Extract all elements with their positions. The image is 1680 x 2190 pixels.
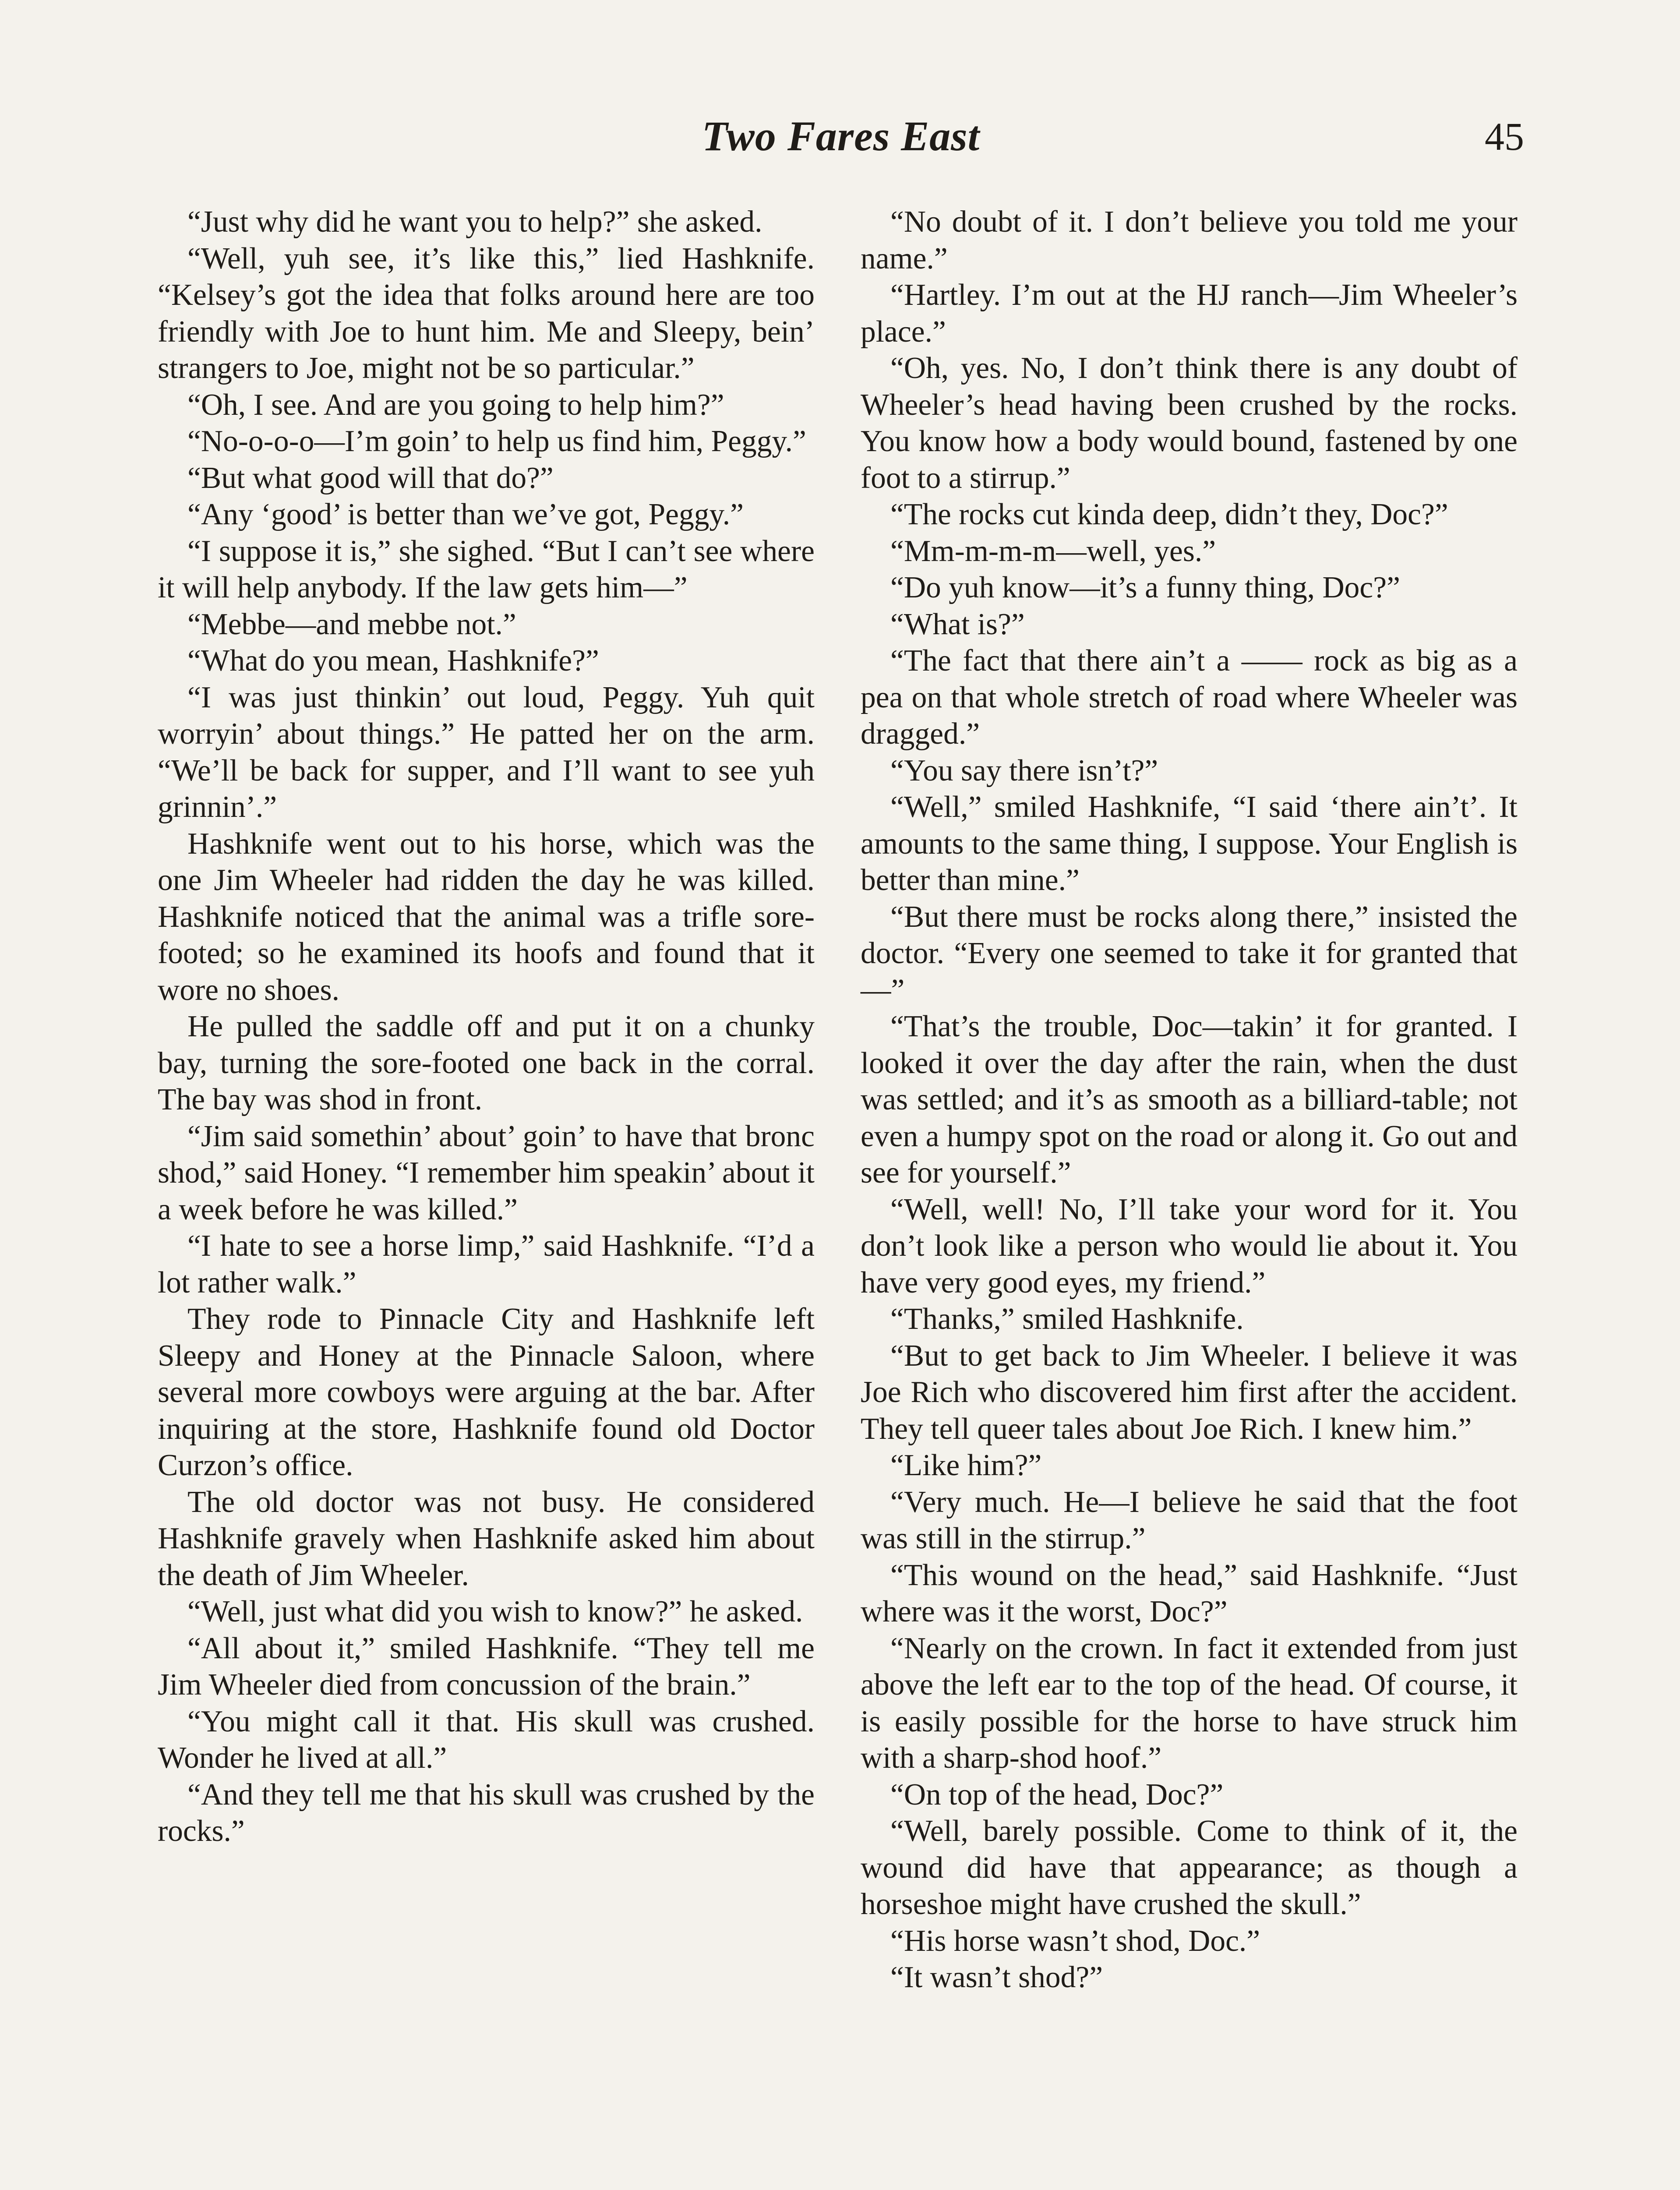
paragraph: “Well, barely possible. Come to think of it, the wound did have that appearance; as though a horseshoe might have crushed the skull.”	[861, 1814, 1518, 1921]
paragraph: “It wasn’t shod?”	[890, 1960, 1103, 1994]
paragraph: “You might call it that. His skull was crushed. Wonder he lived at all.”	[158, 1704, 815, 1775]
paragraph: “Hartley. I’m out at the HJ ranch—Jim Wheeler’s place.”	[861, 278, 1518, 349]
paragraph: “Jim said somethin’ about’ goin’ to have that bronc shod,” said Honey. “I remember him speakin’ about it a week before he was killed.”	[158, 1119, 815, 1226]
paragraph: “The fact that there ain’t a —— rock as big as a pea on that whole stretch of road where Wheeler was dragged.”	[861, 644, 1518, 751]
paragraph: He pulled the saddle off and put it on a chunky bay, turning the sore-footed one back in the corral. The bay was shod in front.	[158, 1010, 815, 1116]
paragraph: “Well,” smiled Hashknife, “I said ‘there ain’t’. It amounts to the same thing, I suppose. Your English is better than mine.”	[861, 790, 1518, 897]
running-title: Two Fares East	[702, 113, 980, 159]
paragraph: “Nearly on the crown. In fact it extended from just above the left ear to the top of the head. Of course, it is easily possible for the horse to have struck him with a sharp-shod hoof.”	[861, 1631, 1518, 1775]
left-column	[158, 204, 815, 1850]
paragraph: “You say there isn’t?”	[890, 753, 1158, 788]
paragraph: “And they tell me that his skull was crushed by the rocks.”	[158, 1777, 815, 1848]
paragraph: “I hate to see a horse limp,” said Hashknife. “I’d a lot rather walk.”	[158, 1229, 815, 1300]
paragraph: “But there must be rocks along there,” insisted the doctor. “Every one seemed to take it for granted that—”	[861, 900, 1518, 1007]
paragraph: “But to get back to Jim Wheeler. I believe it was Joe Rich who discovered him first after the accident. They tell queer tales about Joe Rich. I knew him.”	[861, 1339, 1518, 1446]
paragraph: Hashknife went out to his horse, which was the one Jim Wheeler had ridden the day he was killed. Hashknife noticed that the animal was a trifle sore-footed; so he examined its hoofs and found that it wore no shoes.	[158, 827, 815, 1007]
paragraph: “The rocks cut kinda deep, didn’t they, Doc?”	[890, 498, 1448, 531]
paragraph: “Well, just what did you wish to know?” he asked.	[187, 1595, 803, 1628]
paragraph: “Very much. He—I believe he said that the foot was still in the stirrup.”	[861, 1485, 1518, 1555]
paragraph: “This wound on the head,” said Hashknife. “Just where was it the worst, Doc?”	[861, 1558, 1518, 1628]
paragraph: “All about it,” smiled Hashknife. “They tell me Jim Wheeler died from concussion of the brain.”	[158, 1631, 815, 1702]
paragraph: “What do you mean, Hashknife?”	[187, 644, 599, 678]
right-column	[861, 204, 1518, 1996]
paragraph: “His horse wasn’t shod, Doc.”	[890, 1924, 1260, 1958]
paragraph: “No doubt of it. I don’t believe you told me your name.”	[861, 205, 1518, 276]
paragraph: “Do yuh know—it’s a funny thing, Doc?”	[890, 571, 1400, 604]
paragraph: “But what good will that do?”	[187, 461, 554, 495]
paragraph: “On top of the head, Doc?”	[890, 1777, 1224, 1812]
paragraph: “Oh, I see. And are you going to help him?”	[187, 388, 724, 422]
paragraph: The old doctor was not busy. He considered Hashknife gravely when Hashknife asked him about the death of Jim Wheeler.	[158, 1485, 815, 1592]
page-number: 45	[1485, 115, 1524, 159]
paragraph: “That’s the trouble, Doc—takin’ it for granted. I looked it over the day after the rain, when the dust was settled; and it’s as smooth as a billiard-table; not even a humpy spot on the road or along it. Go out and see for yourself.”	[861, 1010, 1518, 1190]
paragraph: “Mebbe—and mebbe not.”	[187, 607, 516, 641]
paragraph: “Mm-m-m-m—well, yes.”	[890, 534, 1216, 568]
paragraph: “Well, well! No, I’ll take your word for it. You don’t look like a person who would lie about it. You have very good eyes, my friend.”	[861, 1192, 1518, 1300]
paragraph: “No-o-o-o—I’m goin’ to help us find him, Peggy.”	[187, 424, 806, 458]
page-header	[158, 112, 1524, 177]
paragraph: “I suppose it is,” she sighed. “But I can’t see where it will help anybody. If the law gets him—”	[158, 534, 815, 604]
paragraph: “Well, yuh see, it’s like this,” lied Hashknife. “Kelsey’s got the idea that folks around here are too friendly with Joe to hunt him. Me and Sleepy, bein’ strangers to Joe, might not be so particular.”	[158, 241, 815, 385]
paragraph: “Thanks,” smiled Hashknife.	[890, 1302, 1244, 1336]
paragraph: “Like him?”	[890, 1448, 1042, 1482]
paragraph: “Just why did he want you to help?” she asked.	[187, 205, 762, 239]
paragraph: “What is?”	[890, 607, 1025, 641]
paragraph: “Any ‘good’ is better than we’ve got, Peggy.”	[187, 498, 744, 531]
paragraph: They rode to Pinnacle City and Hashknife left Sleepy and Honey at the Pinnacle Saloon, where several more cowboys were arguing at the bar. After inquiring at the store, Hashknife found old Doctor Curzon’s office.	[158, 1302, 815, 1482]
paragraph: “Oh, yes. No, I don’t think there is any doubt of Wheeler’s head having been crushed by the rocks. You know how a body would bound, fastened by one foot to a stirrup.”	[861, 351, 1518, 495]
paragraph: “I was just thinkin’ out loud, Peggy. Yuh quit worryin’ about things.” He patted her on the arm. “We’ll be back for supper, and I’ll want to see yuh grinnin’.”	[158, 680, 815, 824]
